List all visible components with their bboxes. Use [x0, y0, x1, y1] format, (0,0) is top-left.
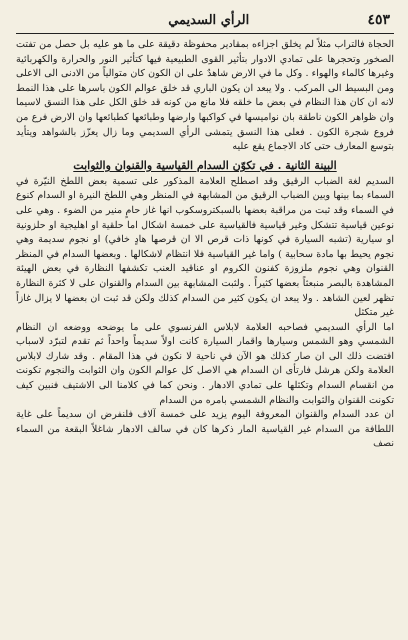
- paragraph: اما الرأي السديمي فصاحبه العلامة لابلاس الفرنسوي على ما يوضحه ووضعه ان النظام الشمسي وهو الشمس وسيارها واقمار السيارة كانت اولاً سديماً واحداً ثم تقدم لتبرّد لاسباب افتضت ذلك الى ان صار كذلك هو الآن في ناحية لا نكون في هذا المقام . وقد شارك لابلاس العلامة ولكن هرشل فارتأى ان السدام هي الاصل كل عوالم الكون وان الثوابت والنجوم تكونت من انقسام السدام وتكثلها على تمادي الادهار . ونحن كما في كلامنا الى الاشتيف فنبين كيف تكونت القنوان والثوابت والنظام الشمسي بامره من السدام: [16, 321, 394, 406]
- paragraph: ان عدد السدام والقنوان المعروفة اليوم يزيد على خمسة آلاف فلنفرض ان سديماً على غاية اللطافة من السدام غير القياسية المار ذكرها كان في سالف الادهار شاغلاً البقعة من السماء نصف: [16, 409, 394, 450]
- paragraph: السديم لغة الضباب الرقيق وقد اصطلح العلامة المذكور على تسمية بعض اللطخ النيّرة في السماء بما بينها وبين الضباب الرقيق من المشابهة في المنظر وهي اللطخ النيرة او السدام كنوع في السماء وقد ثبت من مراقبة بعضها بالسبكتروسكوب انها غاز حامٍ منير من الضوء . وهي على نوعين قياسية تتشكل وغير قياسية فالقياسية على خمسة اشكال اما حلقية او اهليجية او حلزونية او سيارية (تشبه السيارة في كونها ذات قرص الا ان قرصها هادٍ خافي) او نجوم سديمة وهي نجوم يحيط بها مادة سحابية ) واما غير القياسية فلا انتظام لاشكالها . وبعضها السدام في المنظر القنوان وهي نجوم ملزوزة كفنون الكروم او عناقيد العنب تكشفها النظارة في بعض الهيئة المشاهدة بالبصر منبعثاً بعضها كثيراً . ولثبت المشابهة بين السدام والقنوان على لا كثرة النظارة تظهر لعين الشاهد . ولا يبعد ان يكون كثير من السدام كذلك ولكن قد ثبت ان بعضها لا يزال غازاً غير متكثل: [16, 175, 394, 319]
- page-header: [16, 8, 394, 34]
- paragraph: الحجاة فالتراب مثلاً لم يخلق اجزاءه بمقادير محفوظة دقيقة على ما هو عليه بل حصل من تفتت الصخور وتحجرها على تمادي الادوار بتأثير القوى الطبيعية فيها كتأثير النور والحرارة والكهربائية وغيرها كالماء والهواء . وكل ما في الارض شاهدٌ على ان الكون كان متوالياً من الادنى الى الاعلى ومن البسيط الى المركب . ولا يبعد ان يكون الباري قد خلق عوالم الكون باسرها على هذا النمط لانه ان كان هذا النظام في بعض ما خلقه فلا مانع من كونه قد خلق الكل على هذا النسق لاسيما وان ظواهر الكون ناطقة بان نواميسها في كواكبها وارضها وطبائعها كطبائعها وان الارض فرع من فروع شجرة الكون . فعلى هذا النسق يتمشى الرأي السديمي وما زال يعزّز بالشواهد ويتأيد بتوسع المعارف حتى كاد الاجماع يقع عليه: [16, 39, 394, 153]
- running-title: الرأي السديمي: [168, 12, 250, 28]
- page-body: [16, 38, 394, 452]
- section-heading: البينة الثانية . في تكوّن السدام القياسية والقنوان والثوابت: [73, 158, 337, 172]
- page-number: ٤٥٣: [367, 12, 390, 28]
